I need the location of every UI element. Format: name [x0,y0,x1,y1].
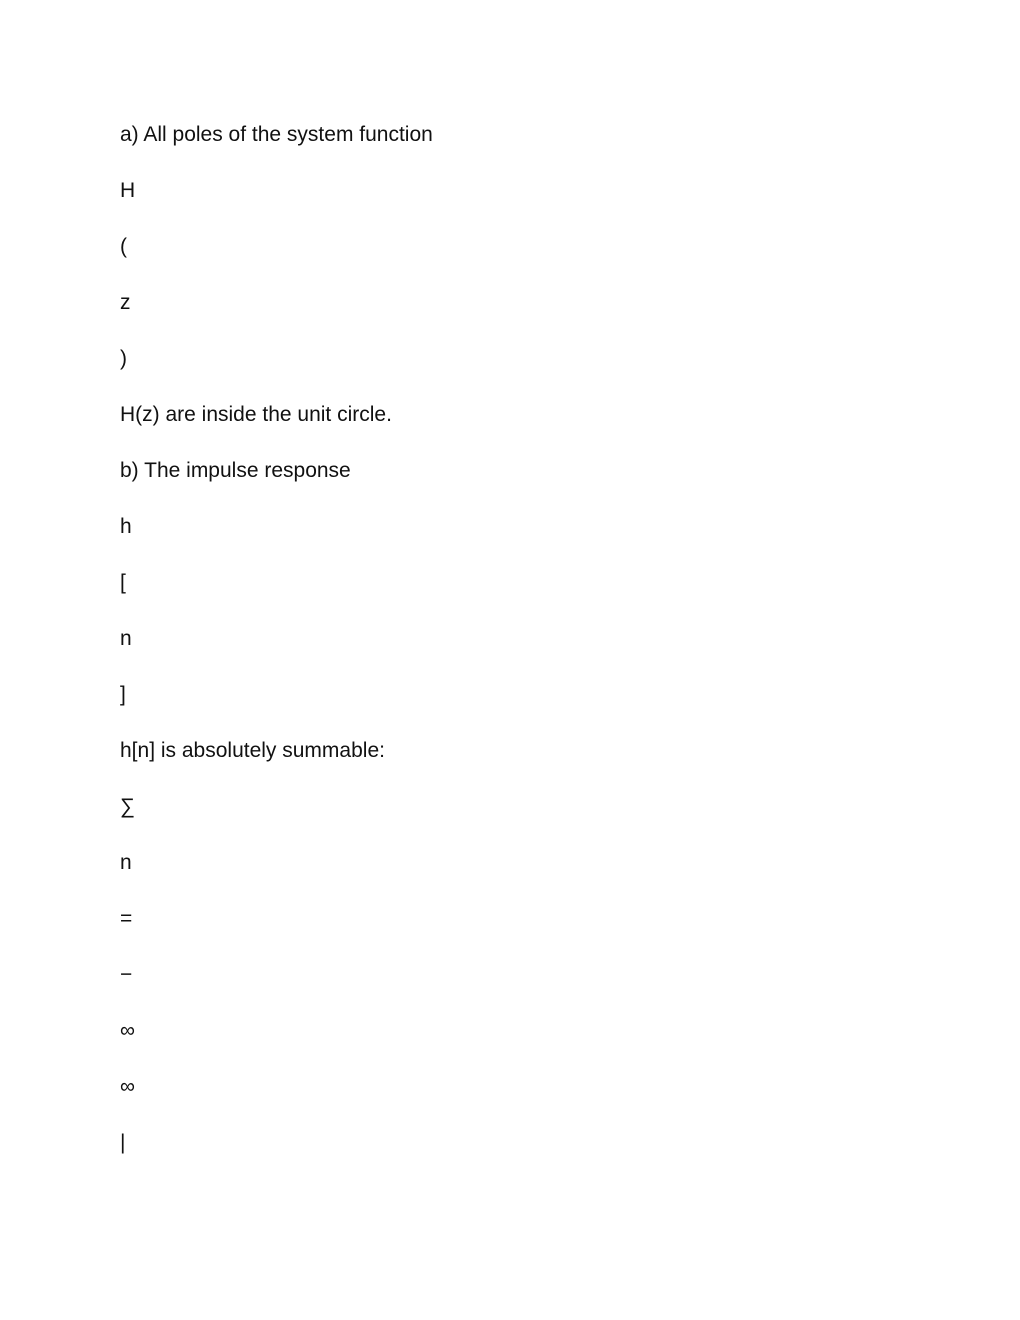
text-line: ∞ [120,1075,135,1098]
text-line: [ [120,571,126,594]
text-line: − [120,963,133,986]
text-line: | [120,1131,126,1154]
text-line: ( [120,235,127,258]
document-body [120,120,900,1184]
text-line: = [120,907,133,930]
text-line: h[n] is absolutely summable: [120,739,385,762]
text-line: n [120,627,132,650]
text-line: ] [120,683,126,706]
text-line: ∑ [120,795,135,818]
text-line: H [120,179,136,202]
text-line: z [120,291,131,314]
text-line: a) All poles of the system function [120,123,433,146]
text-line: ) [120,347,127,370]
text-line: H(z) are inside the unit circle. [120,403,392,426]
text-line: b) The impulse response [120,459,351,482]
text-line: n [120,851,132,874]
text-line: h [120,515,132,538]
text-line: ∞ [120,1019,135,1042]
